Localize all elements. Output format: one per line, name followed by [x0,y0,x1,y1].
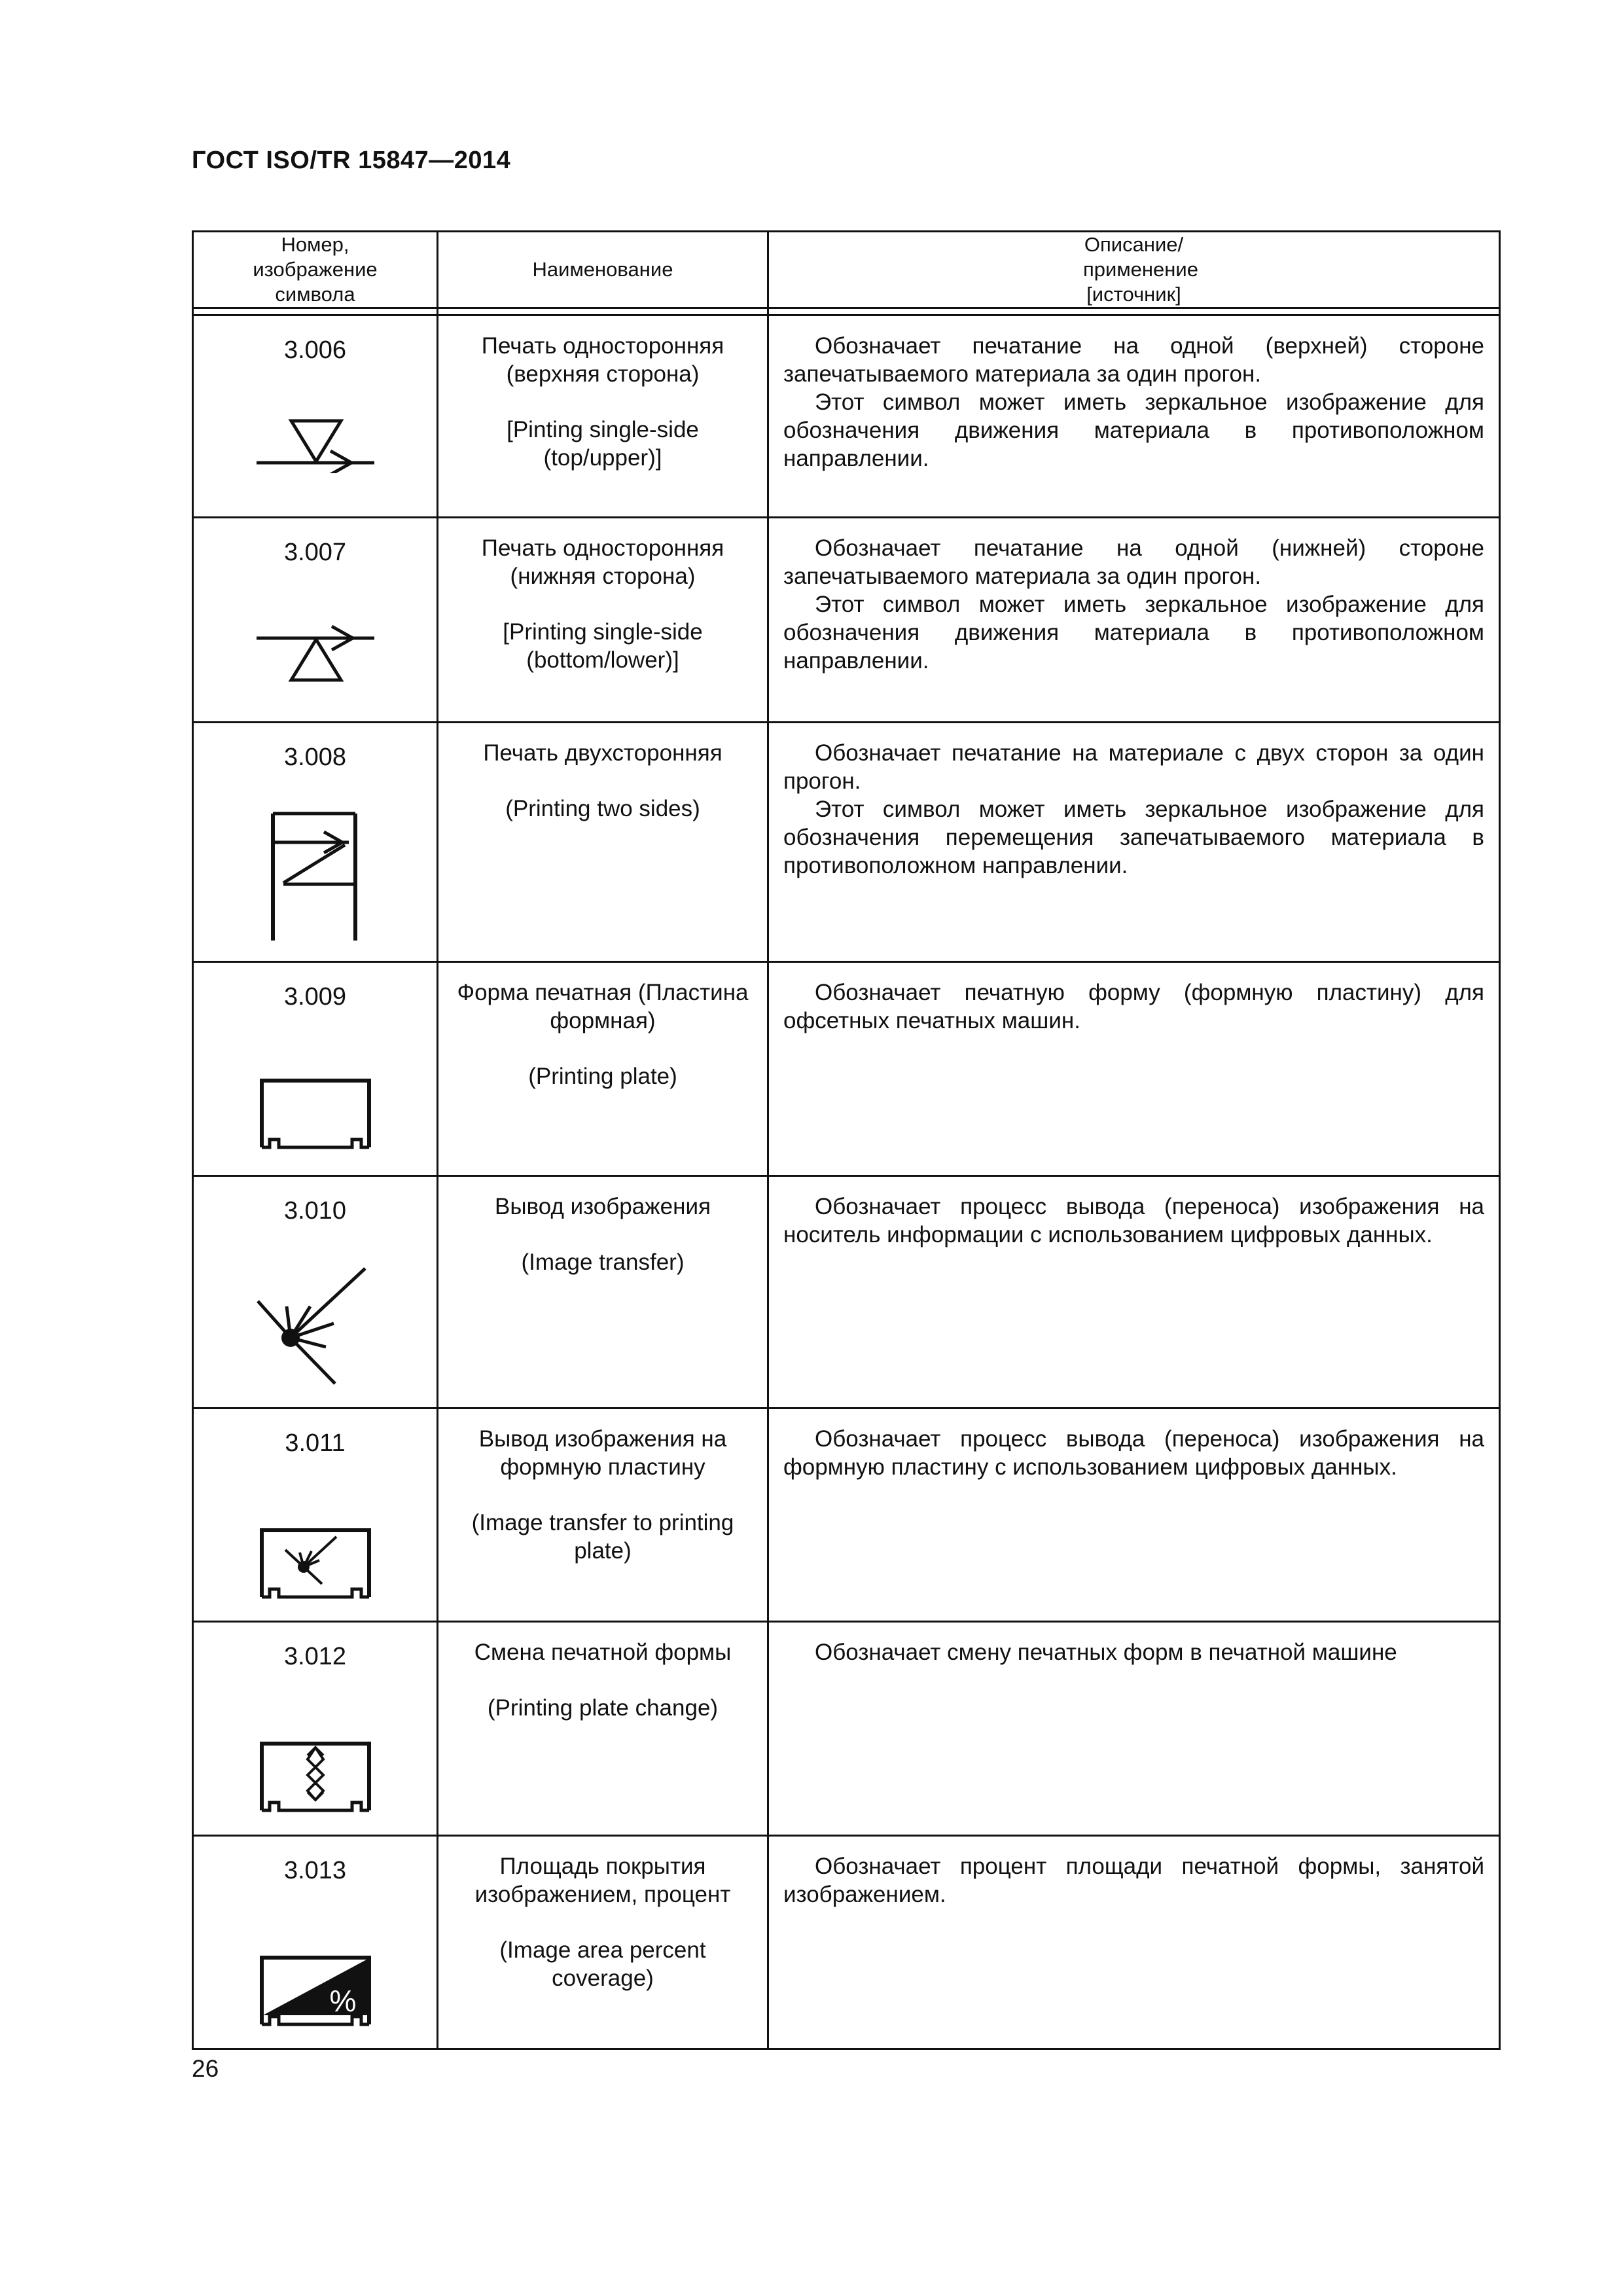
symbol-name-ru: Печать двухсторонняя [483,740,722,766]
description-paragraph: Обозначает смену печатных форм в печатной машине [815,1640,1397,1665]
description-paragraph: Обозначает печатание на материале с двух сторон за один прогон. [783,740,1484,794]
document-id: ГОСТ ISO/TR 15847—2014 [192,147,511,174]
symbol-number: 3.008 [283,744,347,771]
print-top-side-icon [253,414,378,473]
symbol-number: 3.013 [283,1857,347,1884]
name-cell [438,723,768,962]
description-cell [768,962,1500,1176]
page-number: 26 [192,2055,219,2082]
symbol-number: 3.010 [283,1197,347,1225]
symbol-name-en: [Pinting single-side (top/upper)] [507,417,699,471]
table-row [193,1622,1500,1836]
name-cell [438,1622,768,1836]
description-paragraph: Этот символ может иметь зеркальное изображение для обозначения перемещения запечатываемого материала в противоположном направлении. [783,797,1484,878]
table-row [193,723,1500,962]
print-bottom-side-icon [253,620,378,685]
symbol-number: 3.007 [283,539,347,566]
description-paragraph: Обозначает процесс вывода (переноса) изображения на носитель информации с использованием цифровых данных. [783,1194,1484,1247]
table-row [193,962,1500,1176]
symbol-number: 3.006 [283,336,347,364]
symbol-number: 3.009 [283,983,347,1011]
name-cell [438,1836,768,2049]
description-paragraph: Обозначает печатную форму (формную пластину) для офсетных печатных машин. [783,980,1484,1033]
name-cell [438,518,768,723]
symbol-name-ru: Печать односторонняя (нижняя сторона) [481,535,724,589]
symbol-cell [193,315,438,518]
description-paragraph: Обозначает процент площади печатной формы, занятой изображением. [783,1854,1484,1907]
symbol-cell [193,962,438,1176]
table-header-row [193,232,1500,308]
table-row [193,1836,1500,2049]
name-cell [438,315,768,518]
print-two-sides-icon [266,808,365,946]
header-separator [193,308,1500,315]
name-cell [438,1408,768,1622]
symbol-name-en: (Image transfer) [521,1249,685,1275]
symbol-cell [193,1408,438,1622]
svg-text:%: % [329,1984,356,2018]
description-cell [768,315,1500,518]
symbol-name-ru: Площадь покрытия изображением, процент [474,1854,731,1907]
description-cell [768,1408,1500,1622]
description-paragraph: Этот символ может иметь зеркальное изображение для обозначения движения материала в противоположном направлении. [783,389,1484,471]
description-paragraph: Обозначает печатание на одной (нижней) стороне запечатываемого материала за один прогон. [783,535,1484,589]
table-row [193,315,1500,518]
symbol-name-en: (Image transfer to printing plate) [471,1510,734,1564]
name-cell [438,1176,768,1408]
symbol-name-en: (Printing plate) [528,1064,677,1089]
symbol-name-en: [Printing single-side (bottom/lower)] [503,619,703,673]
description-cell [768,518,1500,723]
column-header-number: Номер, изображение символа [193,232,438,308]
symbol-name-en: (Printing plate change) [487,1695,719,1721]
table-row [193,518,1500,723]
symbol-name-ru: Смена печатной формы [474,1640,732,1665]
image-transfer-to-plate-icon [257,1524,374,1602]
description-paragraph: Обозначает процесс вывода (переноса) изображения на формную пластину с использованием цифровых данных. [783,1426,1484,1480]
column-header-description: Описание/применение [источник] [768,232,1500,308]
image-transfer-icon [250,1262,381,1393]
symbol-name-ru: Форма печатная (Пластина формная) [457,980,749,1033]
column-header-name: Наименование [438,232,768,308]
description-cell [768,1622,1500,1836]
symbol-name-ru: Вывод изображения [495,1194,711,1219]
name-cell [438,962,768,1176]
printing-plate-change-icon [257,1737,374,1816]
symbol-name-en: (Printing two sides) [505,796,700,821]
printing-plate-icon [257,1074,374,1153]
description-paragraph: Обозначает печатание на одной (верхней) стороне запечатываемого материала за один прогон. [783,333,1484,387]
description-cell [768,1176,1500,1408]
symbol-cell [193,1176,438,1408]
symbol-cell [193,723,438,962]
symbol-name-en: (Image area percent coverage) [499,1937,706,1991]
table-row [193,1408,1500,1622]
description-cell [768,1836,1500,2049]
symbol-name-ru: Вывод изображения на формную пластину [478,1426,727,1480]
symbols-table [192,230,1501,2050]
symbol-number: 3.011 [285,1429,346,1457]
symbol-cell [193,1836,438,2049]
image-area-percent-icon [257,1951,374,2030]
symbol-cell [193,518,438,723]
symbol-name-ru: Печать односторонняя (верхняя сторона) [481,333,724,387]
symbol-number: 3.012 [283,1643,347,1670]
table-row [193,1176,1500,1408]
description-cell [768,723,1500,962]
description-paragraph: Этот символ может иметь зеркальное изображение для обозначения движения материала в противоположном направлении. [783,592,1484,673]
symbol-cell [193,1622,438,1836]
